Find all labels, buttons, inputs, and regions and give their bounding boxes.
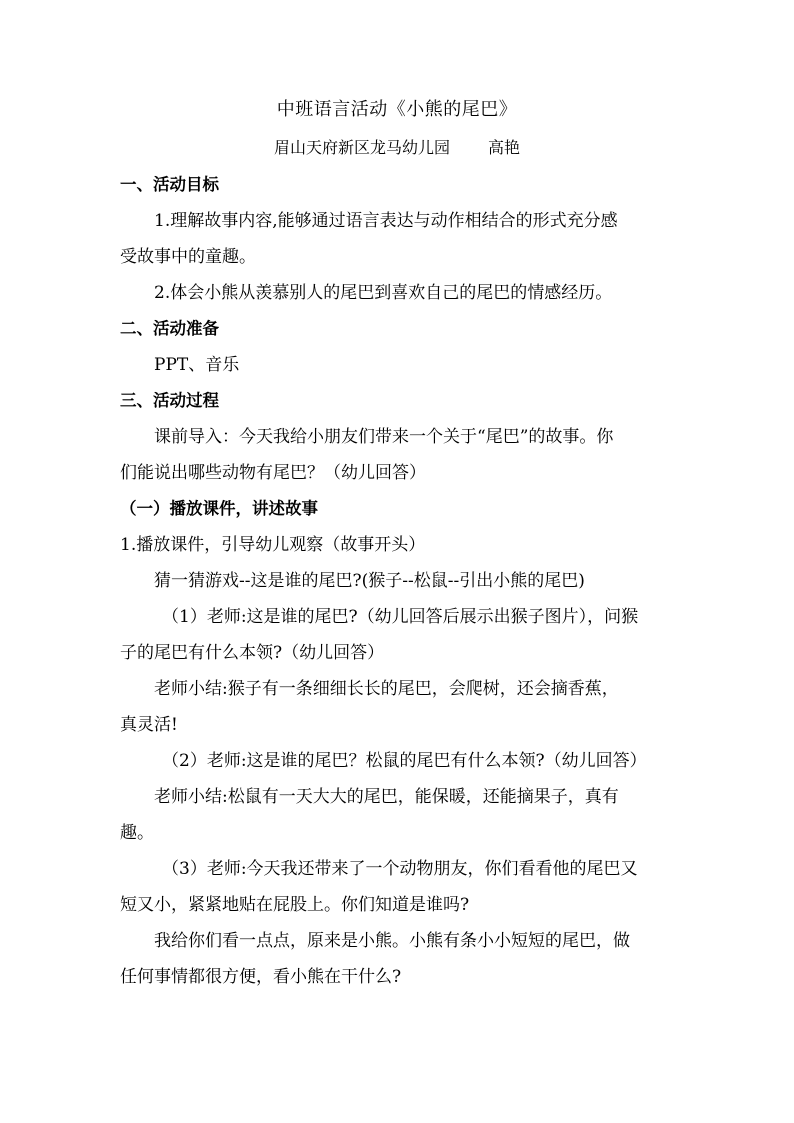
section-heading: 三、活动过程 [120,391,219,410]
paragraph-line: PPT、音乐 [154,355,240,375]
section-heading: 一、活动目标 [120,175,219,194]
paragraph-line: 老师小结:猴子有一条细细长长的尾巴，会爬树，还会摘香蕉， [154,679,619,699]
paragraph-line: 真灵活! [120,715,178,735]
paragraph-line: 们能说出哪些动物有尾巴？（幼儿回答） [120,463,426,483]
section-heading: （一）播放课件，讲述故事 [120,499,318,518]
author-name: 高艳 [488,138,521,157]
paragraph-line: 任何事情都很方便，看小熊在干什么? [120,967,402,987]
paragraph-line: 2.体会小熊从羡慕别人的尾巴到喜欢自己的尾巴的情感经历。 [154,283,613,303]
paragraph-line: 受故事中的童趣。 [120,247,256,267]
paragraph-line: 短又小，紧紧地贴在屁股上。你们知道是谁吗? [120,895,470,915]
paragraph-line: （1）老师:这是谁的尾巴?（幼儿回答后展示出猴子图片），问猴 [162,607,639,627]
paragraph-line: 猜一猜游戏--这是谁的尾巴?(猴子--松鼠--引出小熊的尾巴) [154,571,585,591]
paragraph-line: 1.播放课件，引导幼儿观察（故事开头） [120,535,426,555]
paragraph-line: 1.理解故事内容,能够通过语言表达与动作相结合的形式充分感 [154,211,618,231]
paragraph-line: 老师小结:松鼠有一天大大的尾巴，能保暖，还能摘果子，真有 [154,787,619,807]
paragraph-line: （2）老师:这是谁的尾巴？松鼠的尾巴有什么本领?（幼儿回答） [162,751,647,771]
paragraph-line: 课前导入：今天我给小朋友们带来一个关于“尾巴”的故事。你 [154,427,614,447]
paragraph-line: 子的尾巴有什么本领?（幼儿回答） [120,643,385,663]
author-school: 眉山天府新区龙马幼儿园 [273,138,450,157]
section-heading: 二、活动准备 [120,319,219,338]
author-line [0,136,794,160]
paragraph-line: 趣。 [120,823,154,843]
document-body [120,167,700,995]
paragraph-line: （3）老师:今天我还带来了一个动物朋友，你们看看他的尾巴又 [162,859,638,879]
paragraph-line: 我给你们看一点点，原来是小熊。小熊有条小小短短的尾巴，做 [154,931,630,951]
document-title: 中班语言活动《小熊的尾巴》 [276,99,518,120]
